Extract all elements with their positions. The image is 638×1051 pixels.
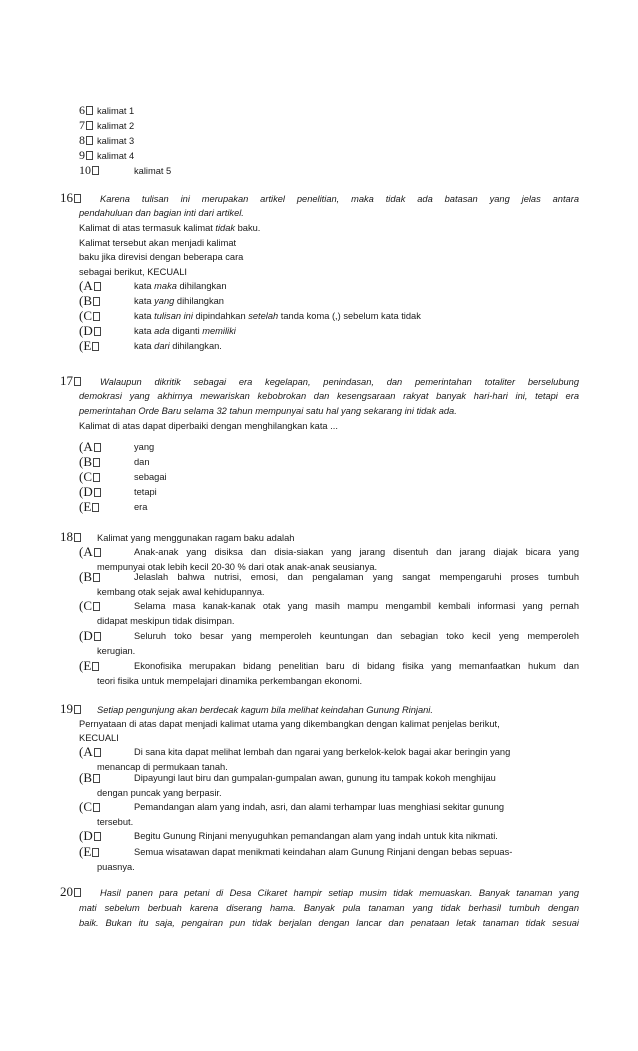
question-number: 18: [60, 530, 81, 544]
option-number: 7: [79, 119, 93, 132]
question-quote: baik. Bukan itu saja, pengairan pun tidak berjalan dengan lancar dan penataan letak tanaman tidak sesuai: [79, 918, 579, 928]
answer-option[interactable]: kata yang dihilangkan: [134, 296, 224, 306]
question-quote: Karena tulisan ini merupakan artikel penelitian, maka tidak ada batasan yang jelas antara: [100, 194, 579, 204]
answer-option[interactable]: Jelaslah bahwa nutrisi, emosi, dan pengalaman yang sangat mempengaruhi proses tumbuh: [134, 572, 579, 582]
question-number: 19: [60, 702, 81, 716]
option-number: 8: [79, 134, 93, 147]
answer-letter: (A: [79, 745, 101, 759]
question-stem: sebagai berikut, KECUALI: [79, 267, 188, 277]
question-number: 20: [60, 885, 81, 899]
answer-option-cont: mempunyai otak lebih kecil 20-30 % dari otak anak-anak seusianya.: [97, 562, 378, 572]
answer-option[interactable]: Dipayungi laut biru dan gumpalan-gumpalan awan, gunung itu tampak kokoh menghijau: [134, 773, 496, 783]
question-quote: demokrasi yang akhirnya mewariskan kebobrokan dan kesengsaraan rakyat banyak hari-hari ini, tetapi era: [79, 391, 579, 401]
answer-option[interactable]: tetapi: [134, 487, 157, 497]
question-stem: Kalimat di atas termasuk kalimat tidak baku.: [79, 223, 261, 233]
question-quote: Setiap pengunjung akan berdecak kagum bila melihat keindahan Gunung Rinjani.: [97, 705, 433, 715]
question-quote: Hasil panen para petani di Desa Cikaret hampir setiap musim tidak memuaskan. Banyak tanaman yang: [100, 888, 579, 898]
answer-letter: (D: [79, 324, 101, 338]
answer-option-cont: teori fisika untuk mempelajari dinamika perkembangan ekonomi.: [97, 676, 363, 686]
answer-letter: (D: [79, 485, 101, 499]
answer-letter: (B: [79, 570, 100, 584]
answer-option[interactable]: Ekonofisika merupakan bidang penelitian baru di bidang fisika yang memanfaatkan hukum dan: [134, 661, 579, 671]
answer-option[interactable]: Di sana kita dapat melihat lembah dan ngarai yang berkelok-kelok bagai akar beringin yang: [134, 747, 511, 757]
option-text: kalimat 1: [97, 106, 135, 116]
option-text: kalimat 4: [97, 151, 135, 161]
answer-option[interactable]: dan: [134, 457, 150, 467]
question-quote: pendahuluan dan bagian inti dari artikel.: [79, 208, 244, 218]
answer-letter: (E: [79, 500, 99, 514]
answer-letter: (C: [79, 599, 100, 613]
answer-letter: (B: [79, 771, 100, 785]
answer-option[interactable]: sebagai: [134, 472, 167, 482]
answer-option-cont: tersebut.: [97, 817, 134, 827]
question-stem: Kalimat di atas dapat diperbaiki dengan menghilangkan kata ...: [79, 421, 338, 431]
option-text: kalimat 5: [134, 166, 172, 176]
answer-letter: (C: [79, 800, 100, 814]
option-text: kalimat 2: [97, 121, 135, 131]
question-stem: KECUALI: [79, 733, 119, 743]
question-quote: pemerintahan Orde Baru selama 32 tahun mempunyai satu hal yang sekarang ini tidak ada.: [79, 406, 457, 416]
answer-option[interactable]: kata ada diganti memiliki: [134, 326, 236, 336]
answer-option[interactable]: Pemandangan alam yang indah, asri, dan alami terhampar luas menghiasi sekitar gunung: [134, 802, 505, 812]
answer-option[interactable]: kata maka dihilangkan: [134, 281, 227, 291]
answer-option-cont: menancap di permukaan tanah.: [97, 762, 228, 772]
answer-letter: (B: [79, 455, 100, 469]
answer-option[interactable]: era: [134, 502, 148, 512]
answer-letter: (B: [79, 294, 100, 308]
answer-letter: (D: [79, 629, 101, 643]
question-stem: Pernyataan di atas dapat menjadi kalimat utama yang dikembangkan dengan kalimat penjelas berikut,: [79, 719, 500, 729]
answer-option-cont: dengan puncak yang berpasir.: [97, 788, 222, 798]
answer-letter: (C: [79, 470, 100, 484]
question-stem: Kalimat tersebut akan menjadi kalimat: [79, 238, 237, 248]
answer-option[interactable]: kata dari dihilangkan.: [134, 341, 222, 351]
option-number: 9: [79, 149, 93, 162]
answer-option-cont: puasnya.: [97, 862, 135, 872]
answer-letter: (E: [79, 845, 99, 859]
question-quote: mati sebelum berbuah karena diserang hama. Banyak pula tanaman yang tidak berhasil tumbuh dengan: [79, 903, 579, 913]
answer-option[interactable]: Semua wisatawan dapat menikmati keindahan alam Gunung Rinjani dengan bebas sepuas-: [134, 847, 513, 857]
question-stem: baku jika direvisi dengan beberapa cara: [79, 252, 244, 262]
answer-letter: (E: [79, 339, 99, 353]
question-quote: Walaupun dikritik sebagai era kegelapan, penindasan, dan pemerintahan totaliter berselubung: [100, 377, 579, 387]
answer-option[interactable]: yang: [134, 442, 155, 452]
option-number: 10: [79, 164, 99, 177]
answer-option[interactable]: Anak-anak yang disiksa dan disia-siakan yang jarang disentuh dan jarang diajak bicara yang: [134, 547, 579, 557]
answer-option[interactable]: Seluruh toko besar yang memperoleh keuntungan dan sebagian toko kecil yeng memperoleh: [134, 631, 579, 641]
answer-option-cont: didapat meskipun tidak disimpan.: [97, 616, 235, 626]
answer-letter: (A: [79, 440, 101, 454]
answer-letter: (D: [79, 829, 101, 843]
answer-option[interactable]: kata tulisan ini dipindahkan setelah tanda koma (,) sebelum kata tidak: [134, 311, 421, 321]
question-number: 17: [60, 374, 81, 388]
answer-letter: (C: [79, 309, 100, 323]
answer-option-cont: kembang otak sejak awal kehidupannya.: [97, 587, 265, 597]
answer-option[interactable]: Begitu Gunung Rinjani menyuguhkan pemandangan alam yang indah untuk kita nikmati.: [134, 831, 498, 841]
question-stem: Kalimat yang menggunakan ragam baku adalah: [97, 533, 295, 543]
option-number: 6: [79, 104, 93, 117]
answer-letter: (A: [79, 279, 101, 293]
answer-option[interactable]: Selama masa kanak-kanak otak yang masih mampu mengambil kembali informasi yang pernah: [134, 601, 579, 611]
question-number: 16: [60, 191, 81, 205]
option-text: kalimat 3: [97, 136, 135, 146]
answer-letter: (A: [79, 545, 101, 559]
answer-letter: (E: [79, 659, 99, 673]
answer-option-cont: kerugian.: [97, 646, 136, 656]
